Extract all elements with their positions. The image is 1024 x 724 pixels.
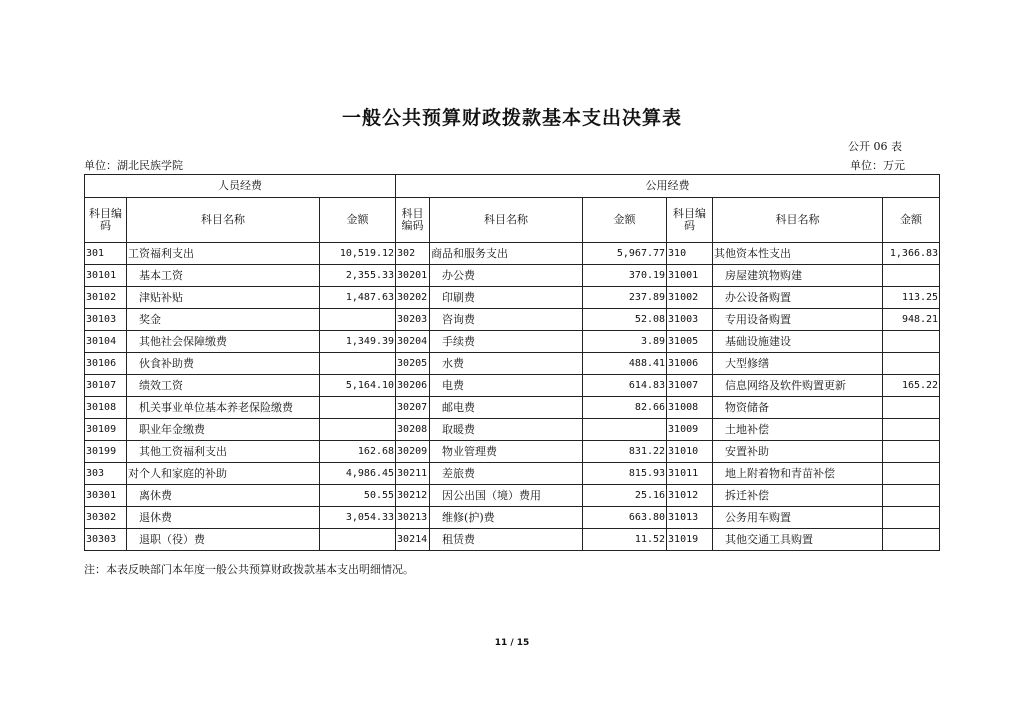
cell-name: 退职（役）费 bbox=[127, 529, 320, 551]
cell-code: 31002 bbox=[667, 287, 713, 309]
cell-name: 办公设备购置 bbox=[713, 287, 883, 309]
cell-amount: 10,519.12 bbox=[320, 243, 396, 265]
cell-name: 绩效工资 bbox=[127, 375, 320, 397]
column-header-row bbox=[85, 198, 940, 243]
table-row bbox=[85, 375, 940, 397]
cell-code: 30211 bbox=[396, 463, 430, 485]
group-header-row bbox=[85, 175, 940, 198]
cell-amount bbox=[320, 353, 396, 375]
cell-name: 邮电费 bbox=[430, 397, 583, 419]
col-header-amount: 金额 bbox=[320, 198, 396, 243]
cell-amount: 4,986.45 bbox=[320, 463, 396, 485]
cell-name: 工资福利支出 bbox=[127, 243, 320, 265]
cell-code: 30208 bbox=[396, 419, 430, 441]
cell-code: 302 bbox=[396, 243, 430, 265]
cell-code: 30209 bbox=[396, 441, 430, 463]
cell-amount: 5,164.10 bbox=[320, 375, 396, 397]
cell-name: 水费 bbox=[430, 353, 583, 375]
cell-name: 物业管理费 bbox=[430, 441, 583, 463]
cell-name: 办公费 bbox=[430, 265, 583, 287]
cell-name: 信息网络及软件购置更新 bbox=[713, 375, 883, 397]
cell-name: 津贴补贴 bbox=[127, 287, 320, 309]
col-header-code: 科目编码 bbox=[667, 198, 713, 243]
cell-amount bbox=[883, 419, 940, 441]
cell-name: 对个人和家庭的补助 bbox=[127, 463, 320, 485]
cell-name: 伙食补助费 bbox=[127, 353, 320, 375]
cell-name: 基本工资 bbox=[127, 265, 320, 287]
cell-name: 职业年金缴费 bbox=[127, 419, 320, 441]
cell-code: 31013 bbox=[667, 507, 713, 529]
cell-amount: 1,366.83 bbox=[883, 243, 940, 265]
col-header-amount: 金额 bbox=[883, 198, 940, 243]
cell-amount bbox=[320, 529, 396, 551]
cell-code: 31009 bbox=[667, 419, 713, 441]
table-row bbox=[85, 243, 940, 265]
cell-code: 31001 bbox=[667, 265, 713, 287]
cell-amount: 3.89 bbox=[583, 331, 667, 353]
cell-amount: 815.93 bbox=[583, 463, 667, 485]
cell-name: 维修(护)费 bbox=[430, 507, 583, 529]
cell-name: 退休费 bbox=[127, 507, 320, 529]
cell-name: 商品和服务支出 bbox=[430, 243, 583, 265]
cell-name: 专用设备购置 bbox=[713, 309, 883, 331]
cell-amount bbox=[883, 265, 940, 287]
cell-name: 租赁费 bbox=[430, 529, 583, 551]
cell-code: 30101 bbox=[85, 265, 127, 287]
cell-amount: 52.08 bbox=[583, 309, 667, 331]
cell-code: 31010 bbox=[667, 441, 713, 463]
cell-amount: 237.89 bbox=[583, 287, 667, 309]
cell-code: 30107 bbox=[85, 375, 127, 397]
group-public-header: 公用经费 bbox=[396, 175, 940, 198]
cell-amount bbox=[320, 309, 396, 331]
cell-name: 手续费 bbox=[430, 331, 583, 353]
cell-amount: 113.25 bbox=[883, 287, 940, 309]
organization-label: 单位：湖北民族学院 bbox=[84, 159, 183, 172]
cell-amount: 1,349.39 bbox=[320, 331, 396, 353]
table-row bbox=[85, 353, 940, 375]
cell-name: 拆迁补偿 bbox=[713, 485, 883, 507]
cell-amount bbox=[883, 529, 940, 551]
cell-code: 30108 bbox=[85, 397, 127, 419]
cell-name: 印刷费 bbox=[430, 287, 583, 309]
cell-amount: 948.21 bbox=[883, 309, 940, 331]
cell-amount: 5,967.77 bbox=[583, 243, 667, 265]
cell-code: 301 bbox=[85, 243, 127, 265]
page-number: 11 / 15 bbox=[494, 638, 530, 648]
cell-name: 取暖费 bbox=[430, 419, 583, 441]
cell-amount: 488.41 bbox=[583, 353, 667, 375]
table-row bbox=[85, 529, 940, 551]
cell-amount: 370.19 bbox=[583, 265, 667, 287]
cell-amount: 2,355.33 bbox=[320, 265, 396, 287]
cell-name: 其他交通工具购置 bbox=[713, 529, 883, 551]
col-header-code: 科目编码 bbox=[396, 198, 430, 243]
currency-unit-label: 单位：万元 bbox=[850, 159, 905, 172]
col-header-name: 科目名称 bbox=[430, 198, 583, 243]
cell-code: 30212 bbox=[396, 485, 430, 507]
cell-amount bbox=[883, 441, 940, 463]
cell-code: 30202 bbox=[396, 287, 430, 309]
cell-amount: 25.16 bbox=[583, 485, 667, 507]
cell-code: 30203 bbox=[396, 309, 430, 331]
cell-name: 离休费 bbox=[127, 485, 320, 507]
cell-amount: 162.68 bbox=[320, 441, 396, 463]
cell-code: 30201 bbox=[396, 265, 430, 287]
cell-code: 30104 bbox=[85, 331, 127, 353]
table-row bbox=[85, 507, 940, 529]
cell-amount: 831.22 bbox=[583, 441, 667, 463]
table-row bbox=[85, 463, 940, 485]
cell-name: 差旅费 bbox=[430, 463, 583, 485]
cell-code: 30102 bbox=[85, 287, 127, 309]
table-row bbox=[85, 441, 940, 463]
cell-code: 31007 bbox=[667, 375, 713, 397]
cell-amount: 82.66 bbox=[583, 397, 667, 419]
cell-code: 31019 bbox=[667, 529, 713, 551]
cell-name: 土地补偿 bbox=[713, 419, 883, 441]
cell-name: 机关事业单位基本养老保险缴费 bbox=[127, 397, 320, 419]
cell-amount: 614.83 bbox=[583, 375, 667, 397]
cell-name: 安置补助 bbox=[713, 441, 883, 463]
cell-name: 物资储备 bbox=[713, 397, 883, 419]
cell-name: 大型修缮 bbox=[713, 353, 883, 375]
cell-code: 31005 bbox=[667, 331, 713, 353]
cell-amount bbox=[883, 463, 940, 485]
cell-name: 其他工资福利支出 bbox=[127, 441, 320, 463]
cell-code: 30207 bbox=[396, 397, 430, 419]
cell-amount: 50.55 bbox=[320, 485, 396, 507]
cell-name: 公务用车购置 bbox=[713, 507, 883, 529]
cell-name: 因公出国（境）费用 bbox=[430, 485, 583, 507]
cell-amount bbox=[883, 353, 940, 375]
col-header-amount: 金额 bbox=[583, 198, 667, 243]
cell-code: 30204 bbox=[396, 331, 430, 353]
cell-code: 31006 bbox=[667, 353, 713, 375]
cell-code: 31011 bbox=[667, 463, 713, 485]
col-header-code: 科目编码 bbox=[85, 198, 127, 243]
cell-name: 咨询费 bbox=[430, 309, 583, 331]
table-row bbox=[85, 397, 940, 419]
form-number: 公开 06 表 bbox=[848, 140, 902, 153]
cell-code: 30205 bbox=[396, 353, 430, 375]
cell-code: 30213 bbox=[396, 507, 430, 529]
cell-amount bbox=[883, 507, 940, 529]
cell-amount bbox=[883, 397, 940, 419]
cell-code: 30302 bbox=[85, 507, 127, 529]
cell-name: 基础设施建设 bbox=[713, 331, 883, 353]
cell-name: 奖金 bbox=[127, 309, 320, 331]
cell-code: 30214 bbox=[396, 529, 430, 551]
cell-name: 地上附着物和青苗补偿 bbox=[713, 463, 883, 485]
cell-amount: 11.52 bbox=[583, 529, 667, 551]
cell-code: 31003 bbox=[667, 309, 713, 331]
table-row bbox=[85, 287, 940, 309]
cell-amount: 1,487.63 bbox=[320, 287, 396, 309]
cell-code: 30199 bbox=[85, 441, 127, 463]
cell-name: 房屋建筑物购建 bbox=[713, 265, 883, 287]
group-personnel-header: 人员经费 bbox=[85, 175, 396, 198]
col-header-name: 科目名称 bbox=[713, 198, 883, 243]
expenditure-table bbox=[84, 174, 940, 551]
table-row bbox=[85, 265, 940, 287]
cell-code: 31012 bbox=[667, 485, 713, 507]
cell-name: 其他资本性支出 bbox=[713, 243, 883, 265]
page-title: 一般公共预算财政拨款基本支出决算表 bbox=[341, 107, 682, 129]
footnote: 注：本表反映部门本年度一般公共预算财政拨款基本支出明细情况。 bbox=[84, 563, 414, 576]
table-row bbox=[85, 485, 940, 507]
cell-code: 30106 bbox=[85, 353, 127, 375]
cell-code: 30103 bbox=[85, 309, 127, 331]
table-row bbox=[85, 331, 940, 353]
cell-code: 30301 bbox=[85, 485, 127, 507]
cell-code: 30303 bbox=[85, 529, 127, 551]
cell-code: 310 bbox=[667, 243, 713, 265]
cell-code: 30206 bbox=[396, 375, 430, 397]
cell-code: 30109 bbox=[85, 419, 127, 441]
cell-code: 31008 bbox=[667, 397, 713, 419]
cell-amount: 3,054.33 bbox=[320, 507, 396, 529]
cell-amount bbox=[320, 419, 396, 441]
cell-amount bbox=[883, 485, 940, 507]
cell-amount bbox=[883, 331, 940, 353]
table-row bbox=[85, 419, 940, 441]
cell-amount: 663.80 bbox=[583, 507, 667, 529]
table-row bbox=[85, 309, 940, 331]
col-header-name: 科目名称 bbox=[127, 198, 320, 243]
cell-code: 303 bbox=[85, 463, 127, 485]
cell-amount bbox=[320, 397, 396, 419]
cell-amount bbox=[583, 419, 667, 441]
cell-amount: 165.22 bbox=[883, 375, 940, 397]
cell-name: 电费 bbox=[430, 375, 583, 397]
cell-name: 其他社会保障缴费 bbox=[127, 331, 320, 353]
